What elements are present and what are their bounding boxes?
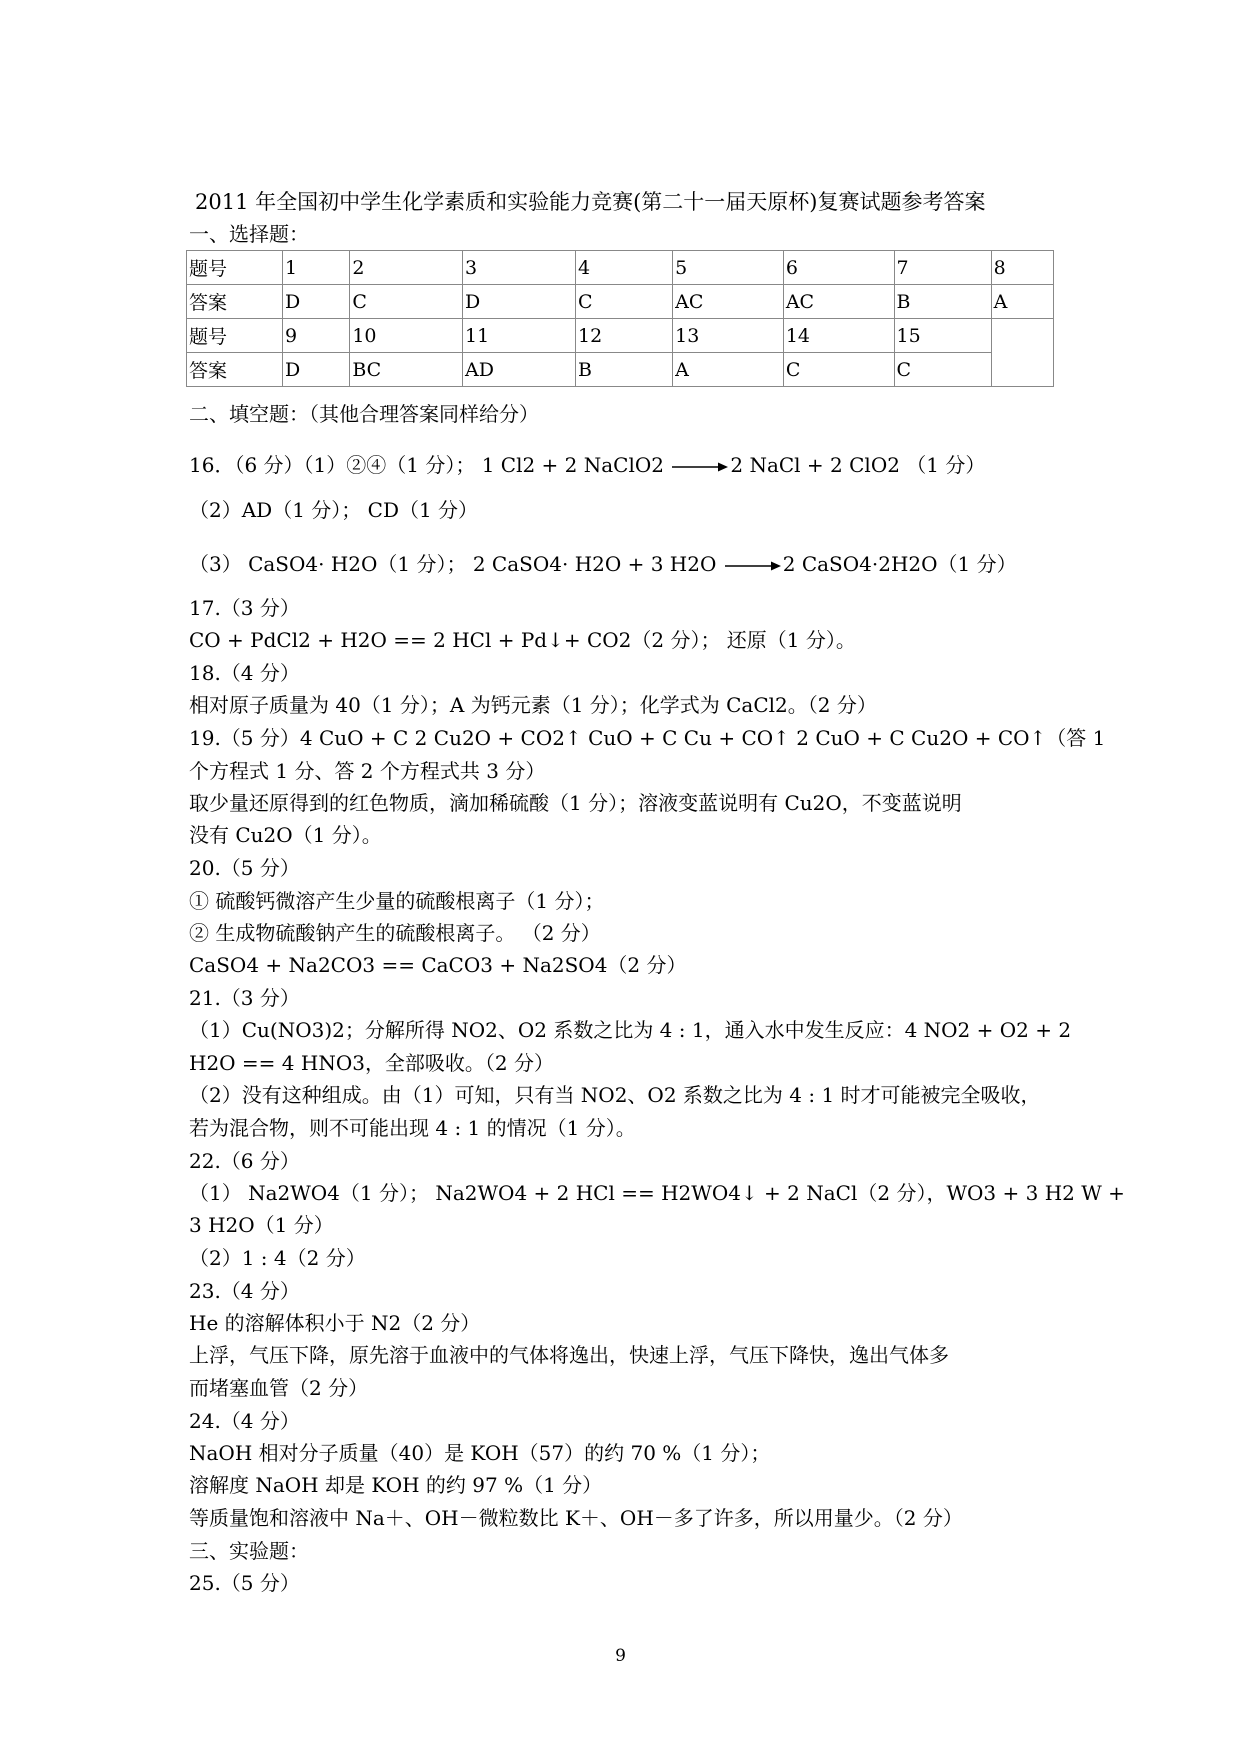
answer-line: （2）1 : 4（2 分） [189,1246,366,1270]
answer-text: 16．（6 分）（1）②④（1 分）； 1 Cl2 + 2 NaClO2 [189,453,664,477]
answer-line: 18.（4 分） [189,661,300,685]
answer-line-16-2: （2）AD（1 分）； CD（1 分） [189,498,479,522]
answer-line: 23.（4 分） [189,1279,300,1303]
table-cell: D [462,285,575,319]
section-heading-fill: 二、填空题：（其他合理答案同样给分） [189,402,539,426]
table-cell: 答案 [187,285,283,319]
answer-text: 2 NaCl + 2 ClO2 （1 分） [730,453,986,477]
table-cell: 题号 [187,251,283,285]
table-cell: 3 [462,251,575,285]
table-cell: D [283,353,350,387]
answer-line: 上浮，气压下降，原先溶于血液中的气体将逸出，快速上浮，气压下降快，逸出气体多 [189,1343,949,1367]
answer-line: ① 硫酸钙微溶产生少量的硫酸根离子（1 分）； [189,889,605,913]
table-cell: 答案 [187,353,283,387]
answer-line: （1） Na2WO4（1 分）； Na2WO4 + 2 HCl == H2WO4↓ + 2 NaCl（2 分），WO3 + 3 H2 W + [189,1181,1125,1205]
table-cell: 9 [283,319,350,353]
answer-line: H2O == 4 HNO3，全部吸收。（2 分） [189,1051,555,1075]
section-heading-experiment: 三、实验题： [189,1539,309,1563]
table-cell: AC [783,285,894,319]
reaction-arrow-icon [672,460,728,474]
table-cell: 7 [894,251,991,285]
table-cell: 11 [462,319,575,353]
answer-line: 19.（5 分）4 CuO + C 2 Cu2O + CO2↑ CuO + C Cu + CO↑ 2 CuO + C Cu2O + CO↑（答 1 [189,726,1106,750]
answer-line: 取少量还原得到的红色物质，滴加稀硫酸（1 分）；溶液变蓝说明有 Cu2O，不变蓝说明 [189,791,962,815]
table-cell: 6 [783,251,894,285]
answer-line: NaOH 相对分子质量（40）是 KOH（57）的约 70 %（1 分）； [189,1441,771,1465]
table-cell: AD [462,353,575,387]
table-row [187,251,1054,285]
reaction-arrow-icon [725,559,781,573]
answer-line: 22.（6 分） [189,1149,300,1173]
table-row [187,285,1054,319]
page-number: 9 [615,1646,626,1666]
table-cell: C [783,353,894,387]
table-cell: D [283,285,350,319]
answer-line: ② 生成物硫酸钠产生的硫酸根离子。 （2 分） [189,921,601,945]
answer-line: 相对原子质量为 40（1 分）；A 为钙元素（1 分）；化学式为 CaCl2。（2 分） [189,693,877,717]
answer-line: （1）Cu(NO3)2；分解所得 NO2、O2 系数之比为 4 : 1，通入水中发生反应：4 NO2 + O2 + 2 [189,1018,1072,1042]
table-cell: AC [673,285,784,319]
table-row [187,353,1054,387]
table-cell-empty [991,319,1053,387]
answer-line: CaSO4 + Na2CO3 == CaCO3 + Na2SO4（2 分） [189,953,687,977]
answer-line: 24.（4 分） [189,1409,300,1433]
table-cell: 12 [576,319,673,353]
table-cell: C [576,285,673,319]
table-cell: 2 [350,251,463,285]
table-cell: B [576,353,673,387]
answer-line: 21.（3 分） [189,986,300,1010]
answer-line: 17.（3 分） [189,596,300,620]
answer-line: 没有 Cu2O（1 分）。 [189,823,382,847]
table-row [187,319,1054,353]
answer-line-16-3 [189,551,1017,577]
answer-line: 个方程式 1 分、答 2 个方程式共 3 分） [189,759,546,783]
table-cell: 4 [576,251,673,285]
table-cell: BC [350,353,463,387]
table-cell: 13 [673,319,784,353]
table-cell: A [673,353,784,387]
answer-line: 等质量饱和溶液中 Na＋、OH－微粒数比 K＋、OH－多了许多，所以用量少。（2 分） [189,1506,963,1530]
document-title: 2011 年全国初中学生化学素质和实验能力竞赛(第二十一届天原杯)复赛试题参考答案 [195,190,986,214]
table-cell: C [894,353,991,387]
table-cell: 8 [991,251,1053,285]
answer-line: 25.（5 分） [189,1571,300,1595]
answer-table [186,250,1054,387]
answer-line: 3 H2O（1 分） [189,1213,334,1237]
section-heading-choice: 一、选择题： [189,222,309,246]
table-cell: 14 [783,319,894,353]
answer-text: （3） CaSO4· H2O（1 分）； 2 CaSO4· H2O + 3 H2O [189,552,717,576]
table-cell: A [991,285,1053,319]
table-cell: B [894,285,991,319]
table-cell: 5 [673,251,784,285]
answer-line: 若为混合物，则不可能出现 4 : 1 的情况（1 分）。 [189,1116,636,1140]
table-cell: 10 [350,319,463,353]
answer-line: （2）没有这种组成。由（1）可知，只有当 NO2、O2 系数之比为 4 : 1 时才可能被完全吸收， [189,1083,1041,1107]
answer-line-16-1 [189,452,985,478]
answer-line: 溶解度 NaOH 却是 KOH 的约 97 %（1 分） [189,1473,603,1497]
table-cell: 题号 [187,319,283,353]
table-cell: C [350,285,463,319]
answer-line: 而堵塞血管（2 分） [189,1376,369,1400]
answer-line: He 的溶解体积小于 N2（2 分） [189,1311,481,1335]
table-cell: 15 [894,319,991,353]
table-cell: 1 [283,251,350,285]
answer-line: 20.（5 分） [189,856,300,880]
answer-line: CO + PdCl2 + H2O == 2 HCl + Pd↓+ CO2（2 分）； 还原（1 分）。 [189,628,856,652]
answer-text: 2 CaSO4·2H2O（1 分） [782,552,1017,576]
